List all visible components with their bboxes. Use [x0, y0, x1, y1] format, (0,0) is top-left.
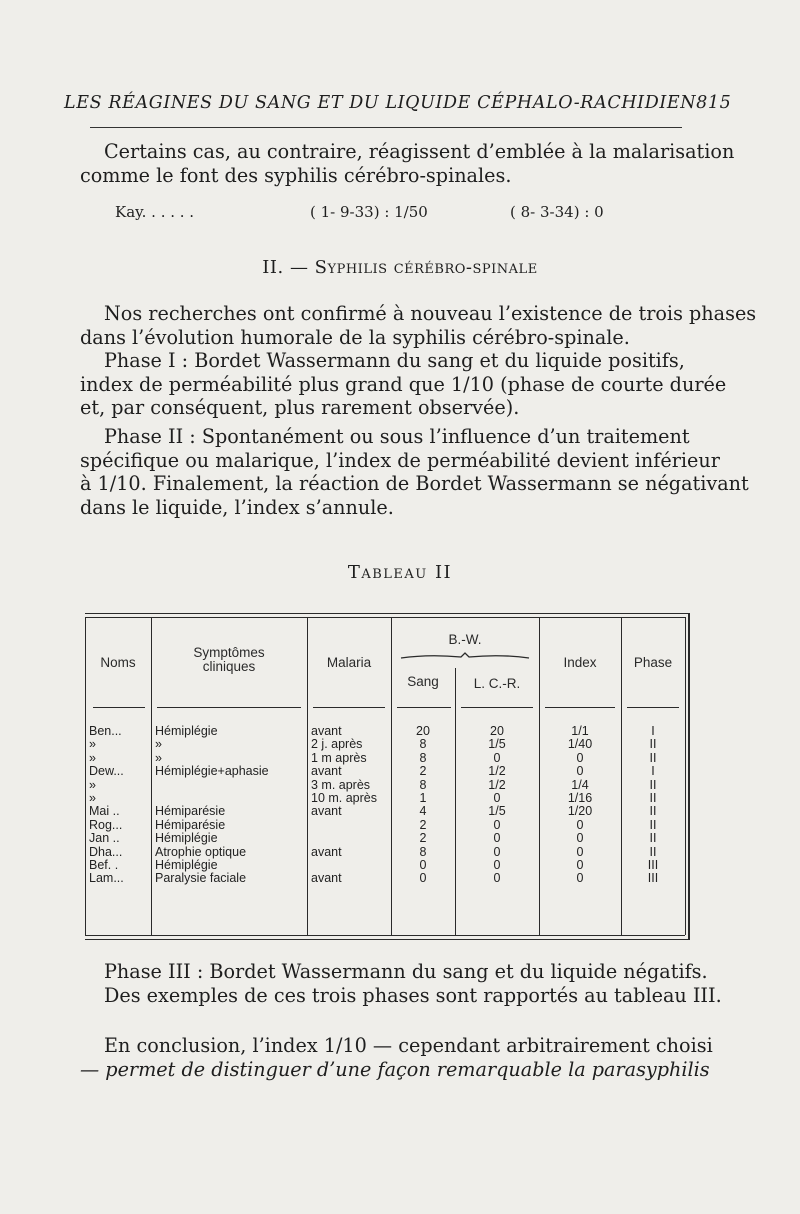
cell-index: 0 — [576, 750, 584, 765]
cell-malaria: avant — [311, 844, 342, 859]
p4-line-1: Phase III : Bordet Wassermann du sang et du liquide négatifs. — [104, 960, 708, 983]
p4-line-2: Des exemples de ces trois phases sont rapportés au tableau III. — [104, 983, 722, 1007]
paragraph-3 — [80, 425, 749, 519]
cell-lcr: 1/5 — [488, 737, 506, 752]
cell-index: 1/1 — [571, 724, 589, 738]
cell-phase: II — [649, 844, 657, 859]
header-index: Index — [563, 655, 597, 670]
cell-index: 0 — [576, 764, 584, 779]
table-right-rule-outer — [688, 613, 690, 940]
intro-line-1: Certains cas, au contraire, réagissent d’emblée à la malarisation — [104, 140, 735, 163]
cell-symptomes: Hémiparésie — [155, 804, 226, 819]
kay-second-value: ( 8- 3-34) : 0 — [510, 203, 604, 221]
cell-sang: 2 — [419, 831, 427, 846]
table-top-rule-outer — [85, 613, 689, 614]
cell-sang: 4 — [419, 804, 427, 819]
hdr-rule-sang — [397, 707, 451, 708]
hdr-rule-noms — [93, 707, 145, 708]
cell-malaria: avant — [311, 871, 342, 886]
table-title: Tableau II — [347, 562, 453, 583]
running-head-title: LES RÉAGINES DU SANG ET DU LIQUIDE CÉPHALO-RACHIDIEN — [64, 93, 697, 113]
kay-first-value: ( 1- 9-33) : 1/50 — [310, 203, 428, 221]
cell-symptomes: » — [155, 737, 162, 752]
bw-brace — [399, 651, 531, 661]
header-bw: B.-W. — [448, 632, 482, 647]
cell-symptomes: Hémiplégie — [155, 724, 218, 738]
cell-sang: 8 — [419, 750, 427, 765]
cell-sang: 8 — [419, 844, 427, 859]
cell-symptomes: Hémiplégie — [155, 858, 218, 872]
cell-phase: II — [649, 791, 657, 805]
cell-index: 1/4 — [571, 777, 589, 792]
cell-symptomes: Atrophie optique — [155, 844, 247, 859]
cell-sang: 2 — [419, 817, 427, 832]
cell-nom: » — [89, 750, 96, 765]
header-noms: Noms — [100, 655, 136, 670]
header-lcr: L. C.-R. — [473, 676, 521, 691]
p3-line-1: Phase II : Spontanément ou sous l’influence d’un traitement — [104, 425, 690, 448]
cell-index: 0 — [576, 844, 584, 859]
cell-symptomes: » — [155, 750, 162, 765]
cell-phase: II — [649, 777, 657, 792]
section-heading: II. — Syphilis cérébro-spinale — [262, 257, 538, 278]
paragraph-2 — [80, 349, 727, 420]
cell-nom: Mai .. — [89, 804, 120, 819]
hdr-rule-symptomes — [157, 707, 301, 708]
p5-line-1: En conclusion, l’index 1/10 — cependant arbitrairement choisi — [104, 1034, 713, 1057]
p2-line-2: index de perméabilité plus grand que 1/10 (phase de courte durée — [80, 372, 727, 396]
cell-index: 1/40 — [567, 737, 593, 752]
table-top-rule-inner — [85, 617, 685, 618]
cell-nom: » — [89, 737, 96, 752]
cell-nom: Bef. . — [89, 858, 119, 872]
page-number: 815 — [696, 93, 732, 113]
cell-phase: III — [647, 858, 659, 872]
cell-phase: II — [649, 831, 657, 846]
cell-malaria: avant — [311, 764, 342, 779]
cell-index: 1/16 — [567, 791, 593, 805]
cell-nom: » — [89, 791, 96, 805]
cell-index: 0 — [576, 858, 584, 872]
p2-line-3: et, par conséquent, plus rarement observée). — [80, 396, 520, 419]
cell-malaria: 2 j. après — [311, 737, 363, 752]
paragraph-1 — [80, 302, 757, 349]
cell-malaria: avant — [311, 724, 342, 738]
cell-lcr: 1/2 — [488, 764, 506, 779]
intro-line-2: comme le font des syphilis cérébro-spinales. — [80, 163, 512, 187]
header-rule — [90, 127, 682, 128]
hdr-rule-lcr — [461, 707, 533, 708]
cell-symptomes: Hémiplégie+aphasie — [155, 764, 269, 779]
hdr-rule-malaria — [313, 707, 385, 708]
cell-phase: II — [649, 817, 657, 832]
header-symptomes-line-2: cliniques — [202, 659, 256, 674]
cell-lcr: 0 — [493, 791, 501, 805]
cell-index: 0 — [576, 871, 584, 886]
cell-phase: II — [649, 750, 657, 765]
header-malaria: Malaria — [326, 655, 372, 670]
paragraph-4 — [80, 960, 722, 1007]
cell-sang: 20 — [416, 724, 430, 738]
p3-line-4: dans le liquide, l’index s’annule. — [80, 495, 394, 519]
cell-lcr: 0 — [493, 844, 501, 859]
table-bottom-rule-outer — [85, 939, 689, 940]
table-bottom-rule-inner — [85, 935, 685, 936]
header-phase: Phase — [633, 655, 673, 670]
cell-phase: II — [649, 737, 657, 752]
cell-lcr: 1/2 — [488, 777, 506, 792]
hdr-rule-index — [545, 707, 615, 708]
cell-phase: I — [651, 764, 655, 779]
cell-malaria: avant — [311, 804, 342, 819]
cell-phase: III — [647, 871, 659, 886]
cell-nom: » — [89, 777, 96, 792]
cell-malaria: 1 m après — [311, 750, 367, 765]
p2-line-1: Phase I : Bordet Wassermann du sang et du liquide positifs, — [104, 349, 685, 372]
cell-nom: Dha... — [89, 844, 123, 859]
cell-lcr: 0 — [493, 750, 501, 765]
cell-sang: 1 — [419, 791, 427, 805]
cell-malaria: 10 m. après — [311, 791, 378, 805]
cell-lcr: 0 — [493, 831, 501, 846]
header-sang: Sang — [407, 674, 439, 689]
cell-lcr: 1/5 — [488, 804, 506, 819]
cell-malaria: 3 m. après — [311, 777, 371, 792]
cell-symptomes: Paralysie faciale — [155, 871, 247, 886]
hdr-rule-phase — [627, 707, 679, 708]
cell-sang: 0 — [419, 858, 427, 872]
p1-line-2: dans l’évolution humorale de la syphilis cérébro-spinale. — [80, 325, 630, 349]
table-right-rule-inner — [685, 617, 686, 935]
cell-sang: 8 — [419, 737, 427, 752]
intro-paragraph — [80, 140, 735, 187]
cell-nom: Jan .. — [89, 831, 120, 846]
cell-nom: Rog... — [89, 817, 123, 832]
cell-index: 1/20 — [567, 804, 593, 819]
cell-symptomes: Hémiparésie — [155, 817, 226, 832]
data-table — [85, 613, 689, 943]
cell-phase: II — [649, 804, 657, 819]
cell-lcr: 0 — [493, 817, 501, 832]
cell-sang: 0 — [419, 871, 427, 886]
cell-lcr: 0 — [493, 858, 501, 872]
cell-index: 0 — [576, 831, 584, 846]
cell-sang: 8 — [419, 777, 427, 792]
cell-index: 0 — [576, 817, 584, 832]
running-head — [64, 93, 732, 113]
kay-name: Kay. . . . . . — [115, 203, 195, 221]
cell-lcr: 20 — [490, 724, 504, 738]
p1-line-1: Nos recherches ont confirmé à nouveau l’existence de trois phases — [104, 302, 757, 325]
cell-nom: Dew... — [89, 764, 124, 779]
kay-row — [115, 203, 655, 221]
cell-nom: Lam... — [89, 871, 124, 886]
header-symptomes-line-1: Symptômes — [193, 645, 265, 660]
header-symptomes — [151, 646, 307, 674]
p3-line-2: spécifique ou malarique, l’index de perméabilité devient inférieur — [80, 448, 720, 472]
p3-line-3: à 1/10. Finalement, la réaction de Bordet Wassermann se négativant — [80, 472, 749, 495]
cell-symptomes: Hémiplégie — [155, 831, 218, 846]
cell-phase: I — [651, 724, 655, 738]
p5-line-2: — permet de distinguer d’une façon remarquable la parasyphilis — [80, 1057, 710, 1081]
cell-sang: 2 — [419, 764, 427, 779]
cell-lcr: 0 — [493, 871, 501, 886]
paragraph-5 — [80, 1034, 713, 1081]
cell-nom: Ben... — [89, 724, 122, 738]
